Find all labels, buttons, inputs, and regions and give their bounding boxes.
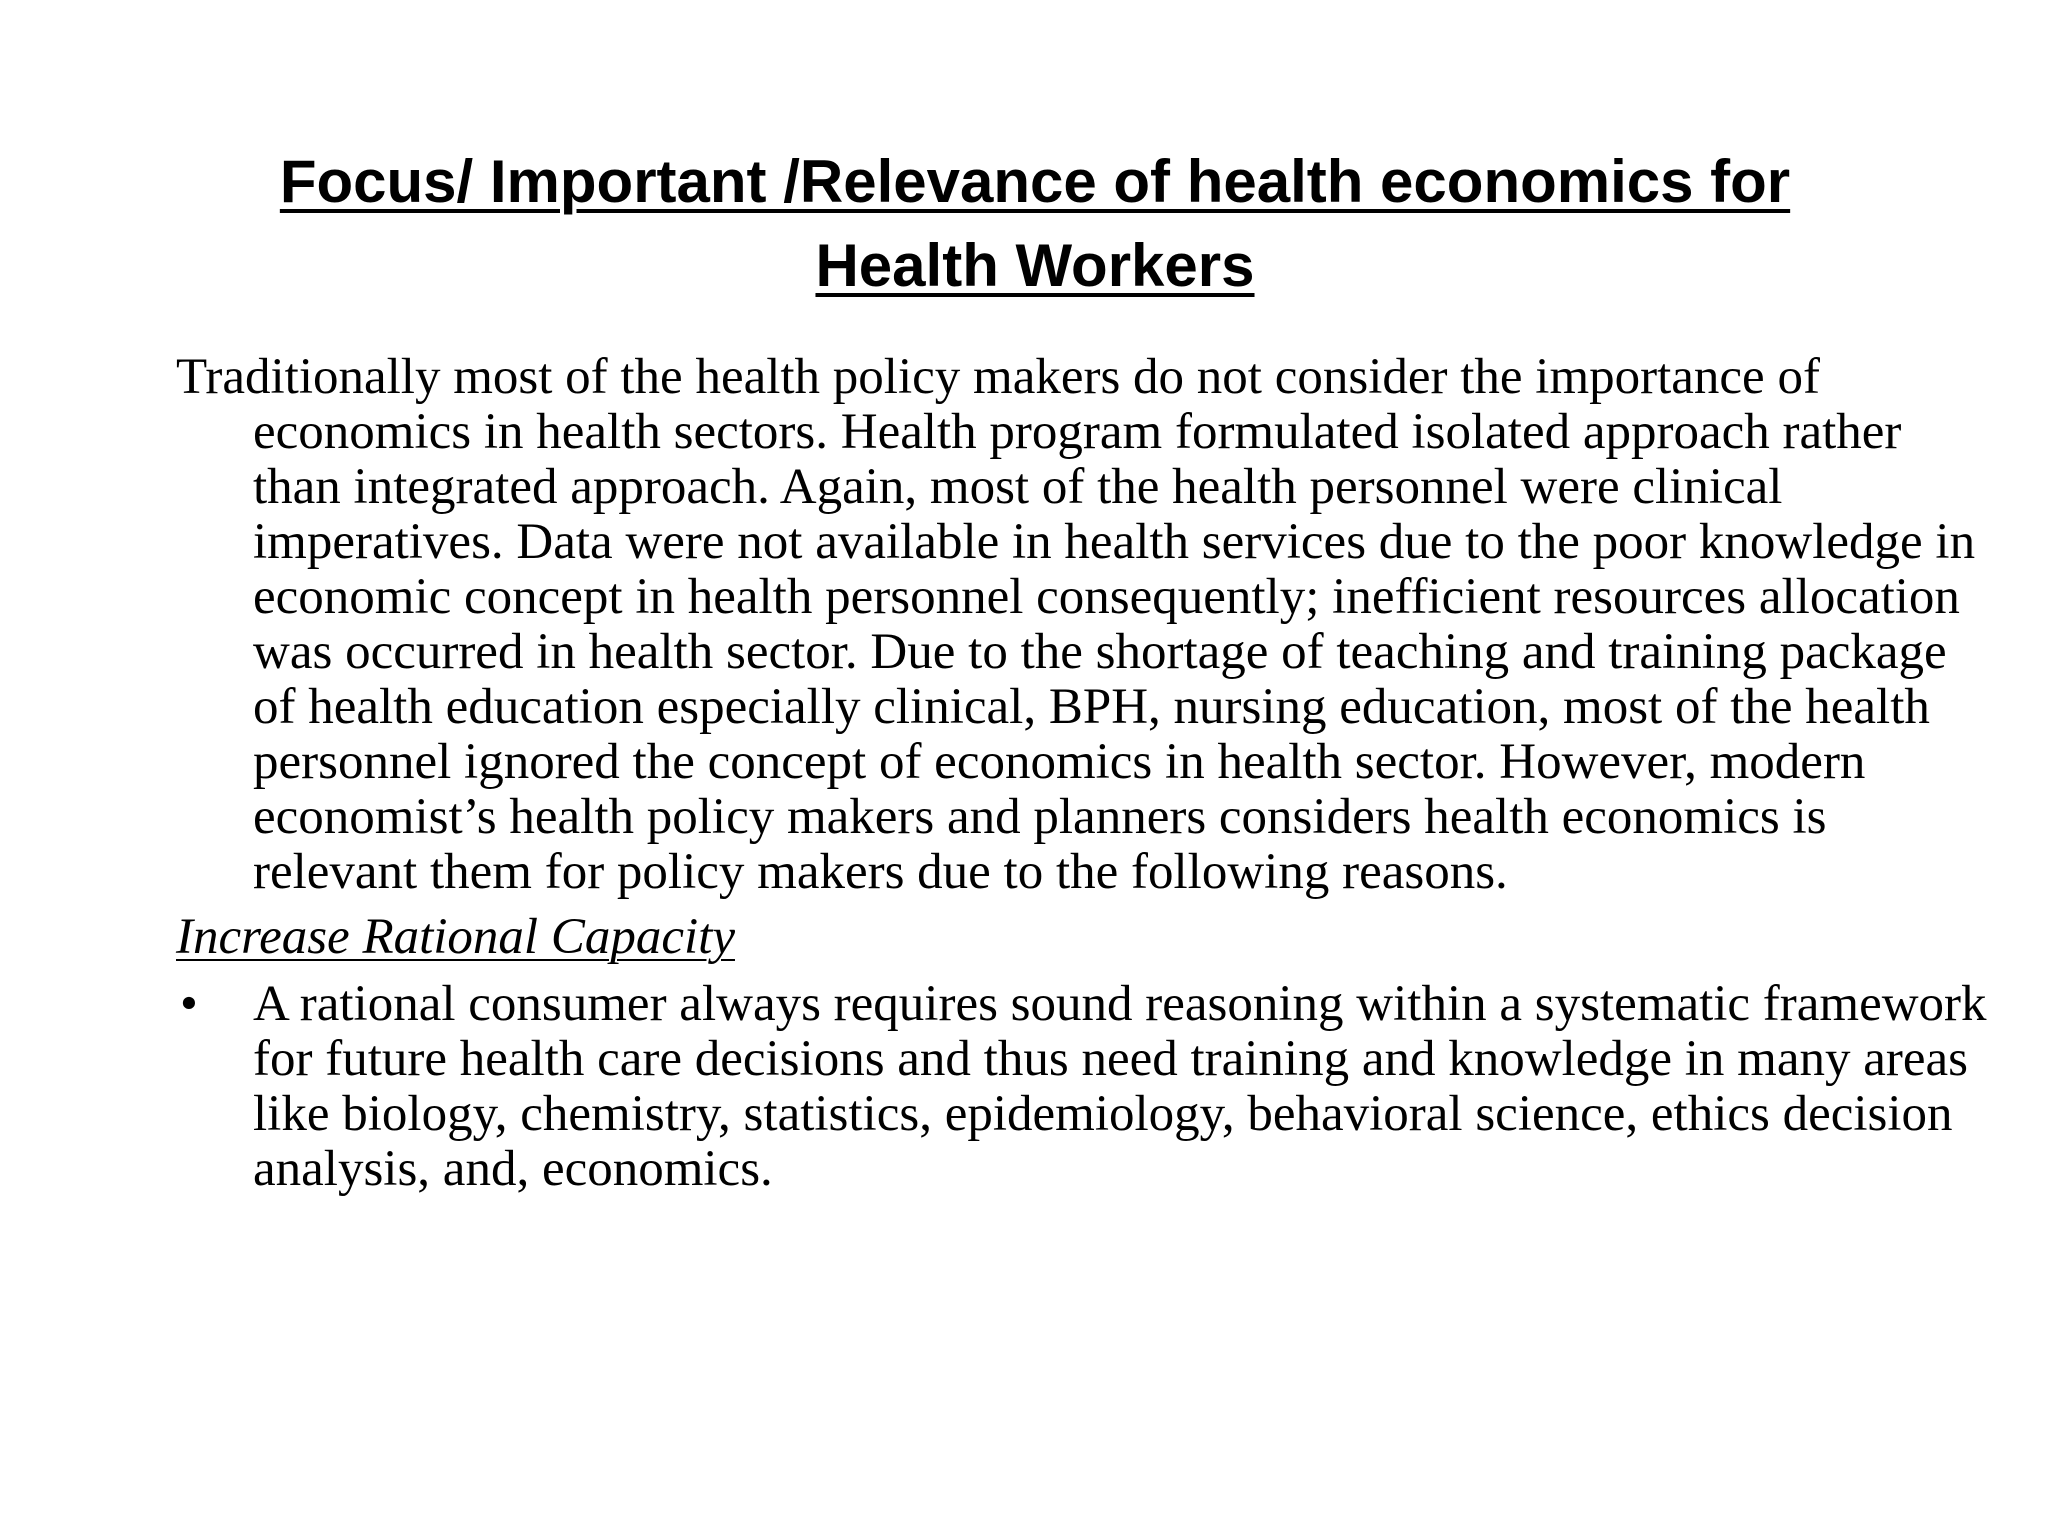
slide-body: [176, 350, 1996, 1197]
bullet-icon: •: [180, 976, 198, 1032]
bullet-item: [176, 977, 1996, 1197]
slide-title-line-1: Focus/ Important /Relevance of health economics for: [279, 148, 1791, 215]
slide-title: [140, 140, 1930, 308]
section-subheading: Increase Rational Capacity: [176, 909, 735, 965]
slide-title-line-2: Health Workers: [815, 232, 1255, 299]
intro-paragraph: Traditionally most of the health policy makers do not consider the importance of economics in health sectors. Health program formulated isolated approach rather than integrated approach. Again, most of the health personnel were clinical imperatives. Data were not available in health services due to the poor knowledge in economic concept in health personnel consequently; inefficient resources allocation was occurred in health sector. Due to the shortage of teaching and training package of health education especially clinical, BPH, nursing education, most of the health personnel ignored the concept of economics in health sector. However, modern economist’s health policy makers and planners considers health economics is relevant them for policy makers due to the following reasons.: [176, 349, 1976, 900]
bullet-text: A rational consumer always requires sound reasoning within a systematic framework for future health care decisions and thus need training and knowledge in many areas like biology, chemistry, statistics, epidemiology, behavioral science, ethics decision analysis, and, economics.: [253, 976, 1987, 1197]
